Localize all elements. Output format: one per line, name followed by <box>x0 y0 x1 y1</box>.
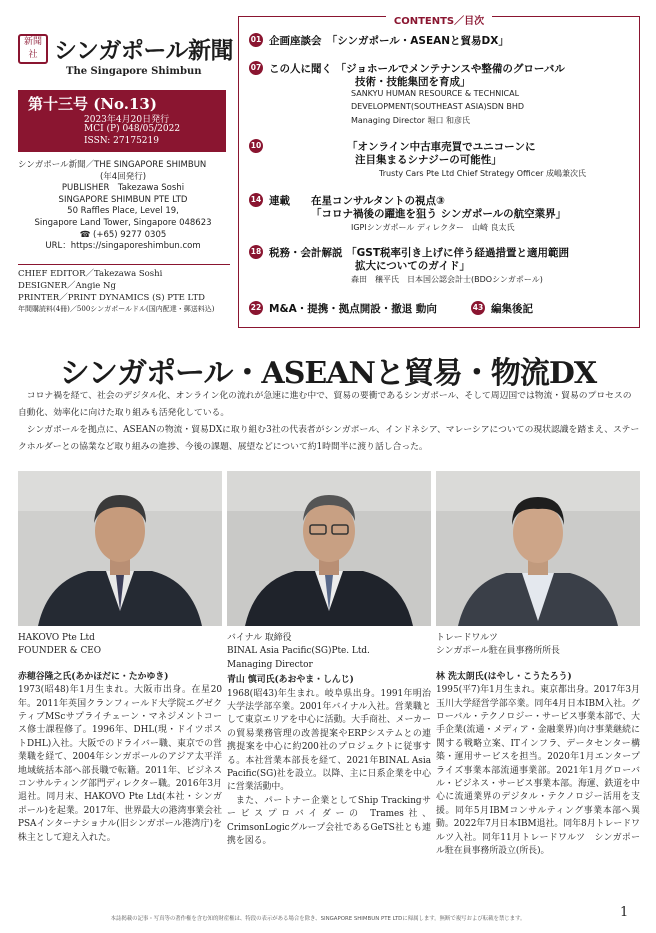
person-bio-text: 1973(昭48)年1月生まれ。大阪市出身。在星20年。2011年英国クランフィールド大学院エグゼクティブMScサプライチェーン・マネジメントコース修士課程修了。1996年、DHL(現・ドイツポストDHL)入社。大阪でのドライバー職、東京での営業職を経て、2004年シンガポールのアジア太平洋地域統括本部へ部長職で転籍。2011年、ビジネスコンサルティング部門ディレクター職。2016年3月退社。同月末、HAKOVO Pte Ltd(本社・シンガポール)を起業。2017年、世界最大の港湾事業会社PSAインターナショナル(旧シンガポール港湾庁)を株主として迎え入れた。 <box>18 685 222 843</box>
contents-box <box>238 16 640 328</box>
person-title: FOUNDER & CEO <box>18 646 102 657</box>
issue-issn: ISSN: 27175219 <box>84 136 159 146</box>
publisher-line: PUBLISHER Takezawa Soshi <box>61 183 185 194</box>
person-name: 林 洗太朗氏(はやし・こうたろう) <box>436 671 572 682</box>
page-badge: 43 <box>471 301 485 315</box>
page-badge: 10 <box>249 139 263 153</box>
publisher-phone: ☎ (+65) 9277 0305 <box>79 229 167 240</box>
person-bio-text: 1995(平7)年1月生まれ。東京都出身。2017年3月玉川大学経営学部卒業。同年4月日本IBM入社。グローバル・テクノロジー・サービス事業本部で、大手企業(流通・メディア・金融業界)向け事業継続に関する戦略立案、ITインフラ、データセンター構築・運用サービスを担当。2020年1月エンタープライズ事業本部流通事業部。2021年1月グローバル・ビジネス・サービス事業本部。海運、鉄道を中心に流通業界のデジタル・テクノロジー活用を支援。同年5月IBMコンサルティング事業本部へ異動。2022年7月日本IBM退社。同年8月トレードワルツ入社。同年11月トレードワルツ シンガポール駐在員事務所設立(所長)。 <box>436 685 640 857</box>
page-badge: 14 <box>249 193 263 207</box>
issue-date: 2023年4月20日発行 <box>84 115 170 125</box>
contents-entry-title[interactable]: 「オンライン中古車売買でユニコーンに <box>347 141 536 153</box>
contents-entry-title-cont: 技術・技能集団を育成」 <box>355 76 471 88</box>
contents-entry-title-cont: 注目集まるシナジーの可能性」 <box>355 154 502 166</box>
publisher-line: シンガポール新聞／THE SINGAPORE SHIMBUN <box>18 160 207 170</box>
publisher-line: (年4回発行) <box>99 171 147 182</box>
contents-entry-title[interactable]: 編集後記 <box>491 303 533 315</box>
contents-entry-sub: Trusty Cars Pte Ltd Chief Strategy Officer 成嶋兼次氏 <box>379 169 586 178</box>
divider <box>18 264 230 265</box>
person-company: バイナル 取締役 <box>227 633 292 643</box>
publisher-line: SINGAPORE SHIMBUN PTE LTD <box>58 194 188 205</box>
person-company: BINAL Asia Pacific(SG)Pte. Ltd. <box>227 646 370 657</box>
staff-line: CHIEF EDITOR／Takezawa Soshi <box>18 269 163 279</box>
publisher-line: Singapore Land Tower, Singapore 048623 <box>34 217 212 228</box>
contents-entry-sub: 森田 穣平氏 日本国公認会計士(BDOシンガポール) <box>351 275 543 284</box>
issue-number: 第十三号 (No.13) <box>28 95 157 113</box>
page-badge: 22 <box>249 301 263 315</box>
portrait-photo-aoyama <box>227 471 431 626</box>
seal-icon <box>18 34 48 64</box>
portrait-photo-akahodani <box>18 471 222 626</box>
issue-mci: MCI (P) 048/05/2022 <box>84 124 181 134</box>
staff-info <box>18 269 230 316</box>
page-badge: 18 <box>249 245 263 259</box>
contents-heading <box>239 9 639 28</box>
person-bio-text: 1968(昭43)年生まれ。岐阜県出身。1991年明治大学法学部卒業。2001年バイナル入社。営業職として東京エリアを中心に活動。大手商社、メーカーの貿易業務管理の改善提案やERPシステムとの連携提案を中心に約200社のプロジェクトに従事する。本社営業本部長を経て、2021年BINAL Asia Pacific(SG)社を設立。以降、主に日系企業を中心に営業活動中。 <box>227 688 431 793</box>
person-bio-text: また、パートナー企業としてShip Trackingサービスプロバイダーの Trames社、CrimsonLogicグループ会社であるGeTS社とも連携を図る。 <box>227 795 431 847</box>
page-badge: 07 <box>249 61 263 75</box>
publisher-line: 50 Raffles Place, Level 19, <box>67 206 179 217</box>
person-company: トレードワルツ <box>436 633 498 643</box>
staff-line: DESIGNER／Angie Ng <box>18 280 116 291</box>
issue-box <box>18 90 226 152</box>
subscription-line: 年間購読料(4冊)／500シンガポールドル(国内配達・郵送料込) <box>18 305 215 314</box>
portrait-photo-hayashi <box>436 471 640 626</box>
article-lead <box>18 388 640 456</box>
person-company: HAKOVO Pte Ltd <box>18 633 95 643</box>
contents-entry-sub: DEVELOPMENT(SOUTHEAST ASIA)SDN BHD <box>351 102 525 111</box>
article-headline: シンガポール・ASEANと貿易・物流DX <box>59 356 597 391</box>
contents-heading-text: CONTENTS／目次 <box>386 16 492 27</box>
person-title: Managing Director <box>227 659 313 670</box>
lead-paragraph: シンガポールを拠点に、ASEANの物流・貿易DXに取り組む3社の代表者がシンガポール、インドネシア、マレーシアについての現状認識を踏まえ、ステークホルダーとの協業など取り組みの進捗、今後の課題、展望などについて約1時間半に渡り話し合った。 <box>18 425 640 452</box>
staff-line: PRINTER／PRINT DYNAMICS (S) PTE LTD <box>18 292 205 303</box>
contents-entry-sub: IGPIシンガポール ディレクター 山崎 良太氏 <box>351 223 515 232</box>
person-bio-aoyama <box>227 632 431 849</box>
seal-text: 新聞社 <box>23 37 42 60</box>
contents-entry-title[interactable]: 連載 在星コンサルタントの視点③ <box>269 195 445 207</box>
lead-paragraph: コロナ禍を経て、社会のデジタル化、オンライン化の流れが急速に進む中で、貿易の要衝であるシンガポール、そして周辺国では物流・貿易のプロセスの自動化、効率化に向けた取り組みも活発化している。 <box>18 391 632 418</box>
contents-entry-title[interactable]: 税務・会計解説 「GST税率引き上げに伴う経過措置と適用範囲 <box>269 247 569 259</box>
contents-entry-sub: Managing Director 堀口 和彦氏 <box>351 116 470 125</box>
contents-entry-title[interactable]: この人に聞く 「ジョホールでメンテナンスや整備のグローバル <box>269 63 565 75</box>
person-bio-akahodani <box>18 632 222 845</box>
copyright-footer: 本誌掲載の記事・写真等の著作権を含む知的財産権は、特段の表示がある場合を除き、SINGAPORE SHIMBUN PTE LTDに帰属します。無断で複写および転載を禁じます。 <box>110 916 526 922</box>
contents-entry-title-cont: 拡大についてのガイド」 <box>355 260 470 272</box>
person-title: シンガポール駐在員事務所所長 <box>436 646 560 657</box>
person-name: 青山 慎司氏(あおやま・しんじ) <box>227 675 354 686</box>
publisher-url[interactable]: URL：https://singaporeshimbun.com <box>45 241 201 252</box>
publisher-info <box>18 160 228 253</box>
page-badge: 01 <box>249 33 263 47</box>
contents-entry-sub: SANKYU HUMAN RESOURCE & TECHNICAL <box>351 89 520 98</box>
masthead-title: シンガポール新聞 <box>54 37 233 64</box>
contents-entry-title[interactable]: M&A・提携・拠点開設・撤退 動向 <box>269 303 437 315</box>
contents-entry-title[interactable]: 企画座談会 「シンガポール・ASEANと貿易DX」 <box>269 35 509 47</box>
contents-entry-title-cont: 「コロナ禍後の躍進を狙う シンガポールの航空業界」 <box>311 208 567 220</box>
person-bio-hayashi <box>436 632 640 859</box>
page-number: 1 <box>620 905 629 920</box>
person-name: 赤穂谷隆之氏(あかほだに・たかゆき) <box>18 671 169 682</box>
masthead-subtitle: The Singapore Shimbun <box>66 66 202 77</box>
masthead-logo <box>18 34 233 86</box>
